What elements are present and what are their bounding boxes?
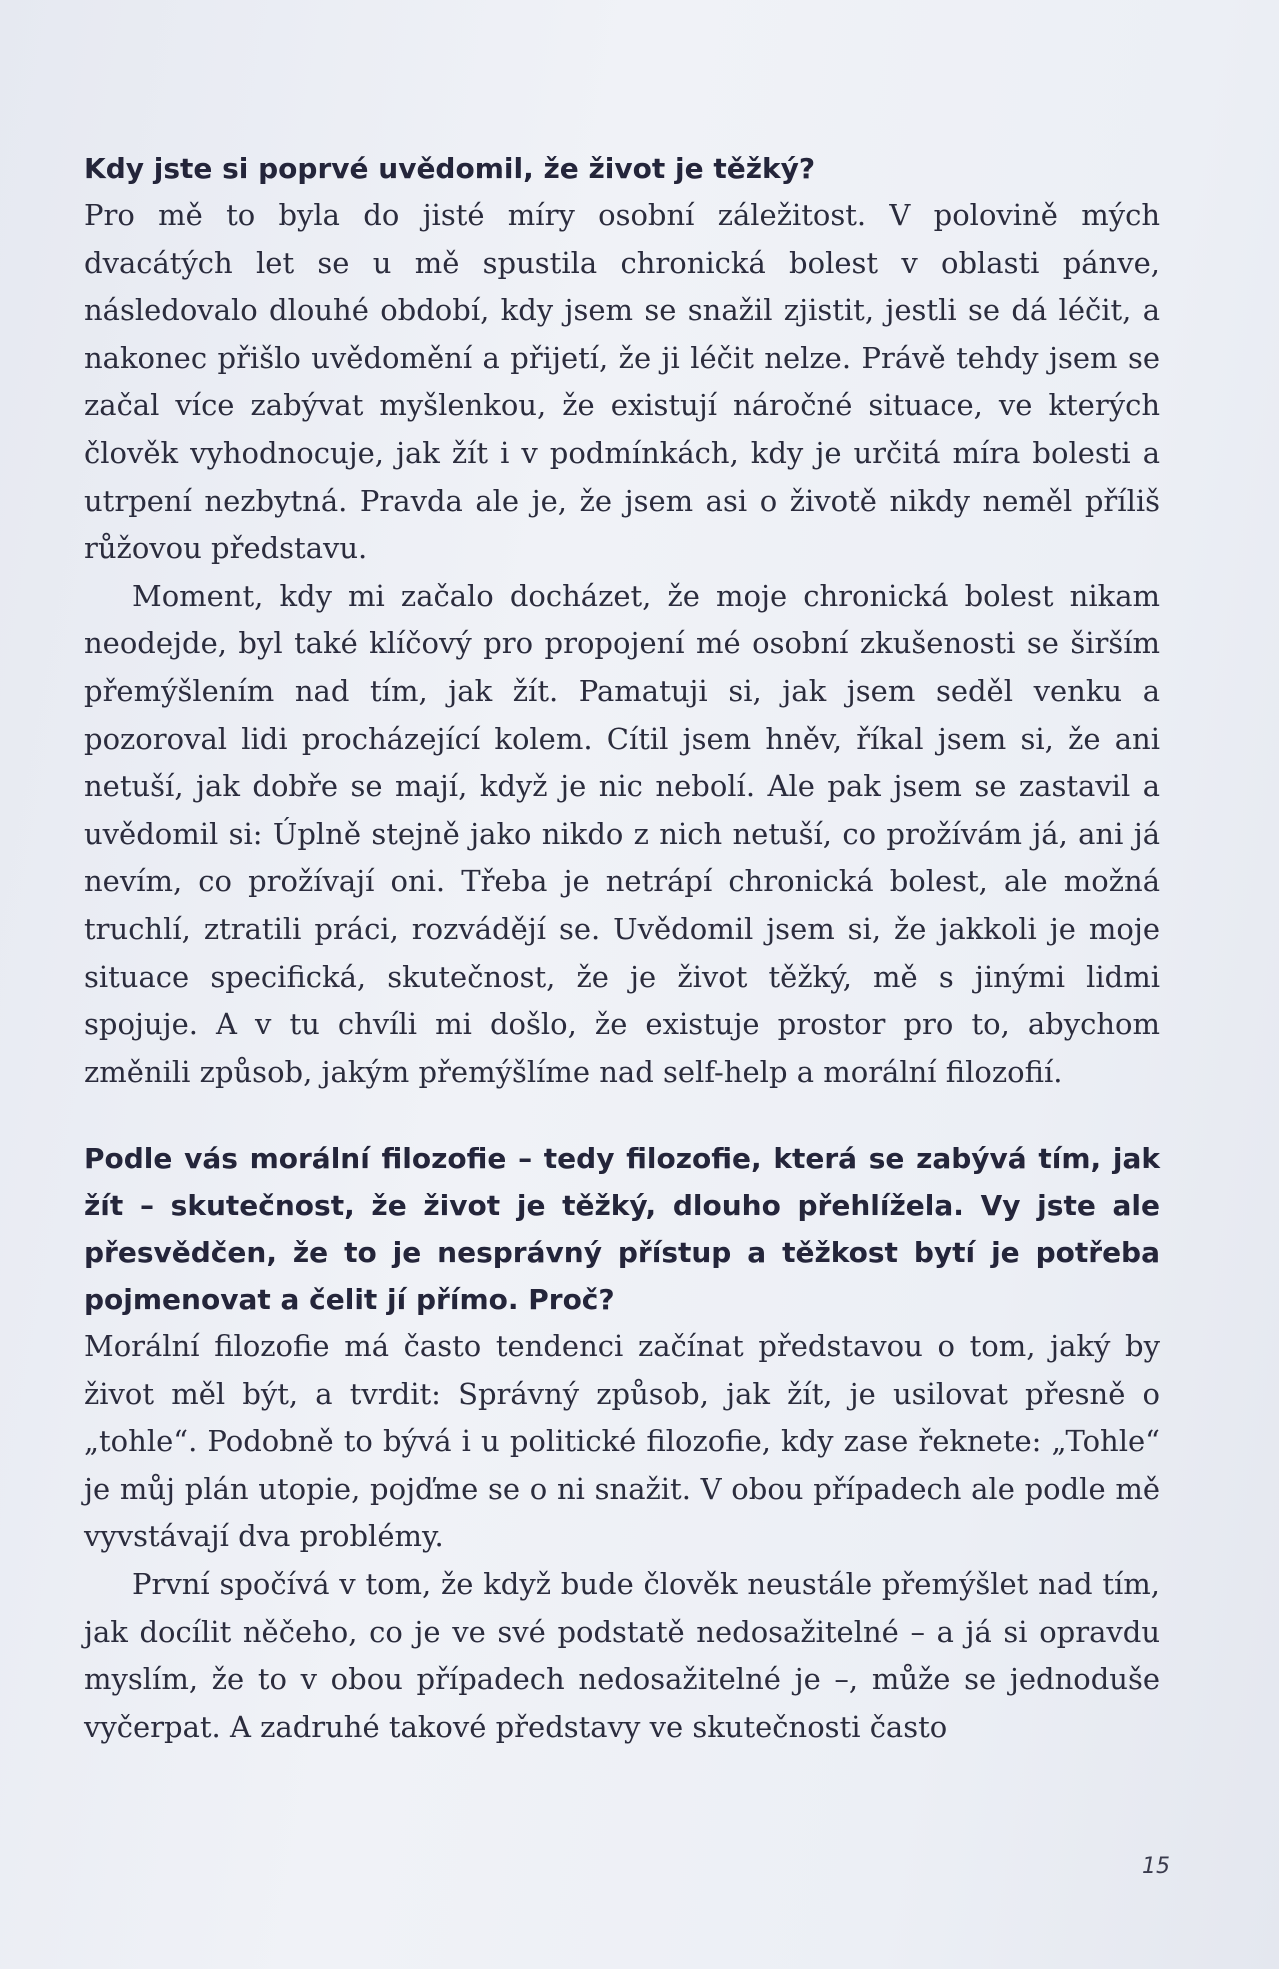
answer-paragraph: Morální filozofie má často tendenci začínat představou o tom, jaký by život měl být, a tvrdit: Správný způsob, jak žít, je usilovat přesně o „tohle“. Podobně to bývá i u politické filozofie, kdy zase řeknete: „Tohle“ je můj plán utopie, pojďme se o ni snažit. V obou případech ale podle mě vyvstávají dva problémy.	[84, 1329, 1160, 1554]
interview-question: Kdy jste si poprvé uvědomil, že život je těžký?	[84, 152, 816, 185]
interview-question: Podle vás morální filozofie – tedy filozofie, která se zabývá tím, jak žít – skutečnost, že život je těžký, dlouho přehlížela. Vy jste ale přesvědčen, že to je nesprávný přístup a těžkost bytí je potřeba pojmenovat a čelit jí přímo. Proč?	[84, 1142, 1160, 1316]
answer-paragraph: První spočívá v tom, že když bude člověk neustále přemýšlet nad tím, jak docílit něčeho, co je ve své podstatě nedosažitelné – a já si opravdu myslím, že to v obou případech nedosažitelné je –, může se jednoduše vyčerpat. A zadruhé takové představy ve skutečnosti často	[84, 1566, 1160, 1744]
answer-paragraph: Moment, kdy mi začalo docházet, že moje chronická bolest nikam neodejde, byl také klíčový pro propojení mé osobní zkušenosti se širším přemýšlením nad tím, jak žít. Pamatuji si, jak jsem seděl venku a pozoroval lidi procházející kolem. Cítil jsem hněv, říkal jsem si, že ani netuší, jak dobře se mají, když je nic nebolí. Ale pak jsem se zastavil a uvědomil si: Úplně stejně jako nikdo z nich netuší, co prožívám já, ani já nevím, co prožívají oni. Třeba je netrápí chronická bolest, ale možná truchlí, ztratili práci, rozvádějí se. Uvědomil jsem si, že jakkoli je moje situace specifická, skutečnost, že je život těžký, mě s jinými lidmi spojuje. A v tu chvíli mi došlo, že existuje prostor pro to, abychom změnili způsob, jakým přemýšlíme nad self-help a morální filozofií.	[84, 578, 1160, 1089]
interview-section-2	[84, 1135, 1160, 1751]
page-number: 15	[1142, 1854, 1170, 1879]
interview-section-1	[84, 145, 1160, 1096]
answer-paragraph: Pro mě to byla do jisté míry osobní záležitost. V polovině mých dvacátých let se u mě spustila chronická bolest v oblasti pánve, následovalo dlouhé období, kdy jsem se snažil zjistit, jestli se dá léčit, a nakonec přišlo uvědomění a přijetí, že ji léčit nelze. Právě tehdy jsem se začal více zabývat myšlenkou, že existují náročné situace, ve kterých člověk vyhodnocuje, jak žít i v podmínkách, kdy je určitá míra bolesti a utrpení nezbytná. Pravda ale je, že jsem asi o životě nikdy neměl příliš růžovou představu.	[84, 198, 1160, 566]
